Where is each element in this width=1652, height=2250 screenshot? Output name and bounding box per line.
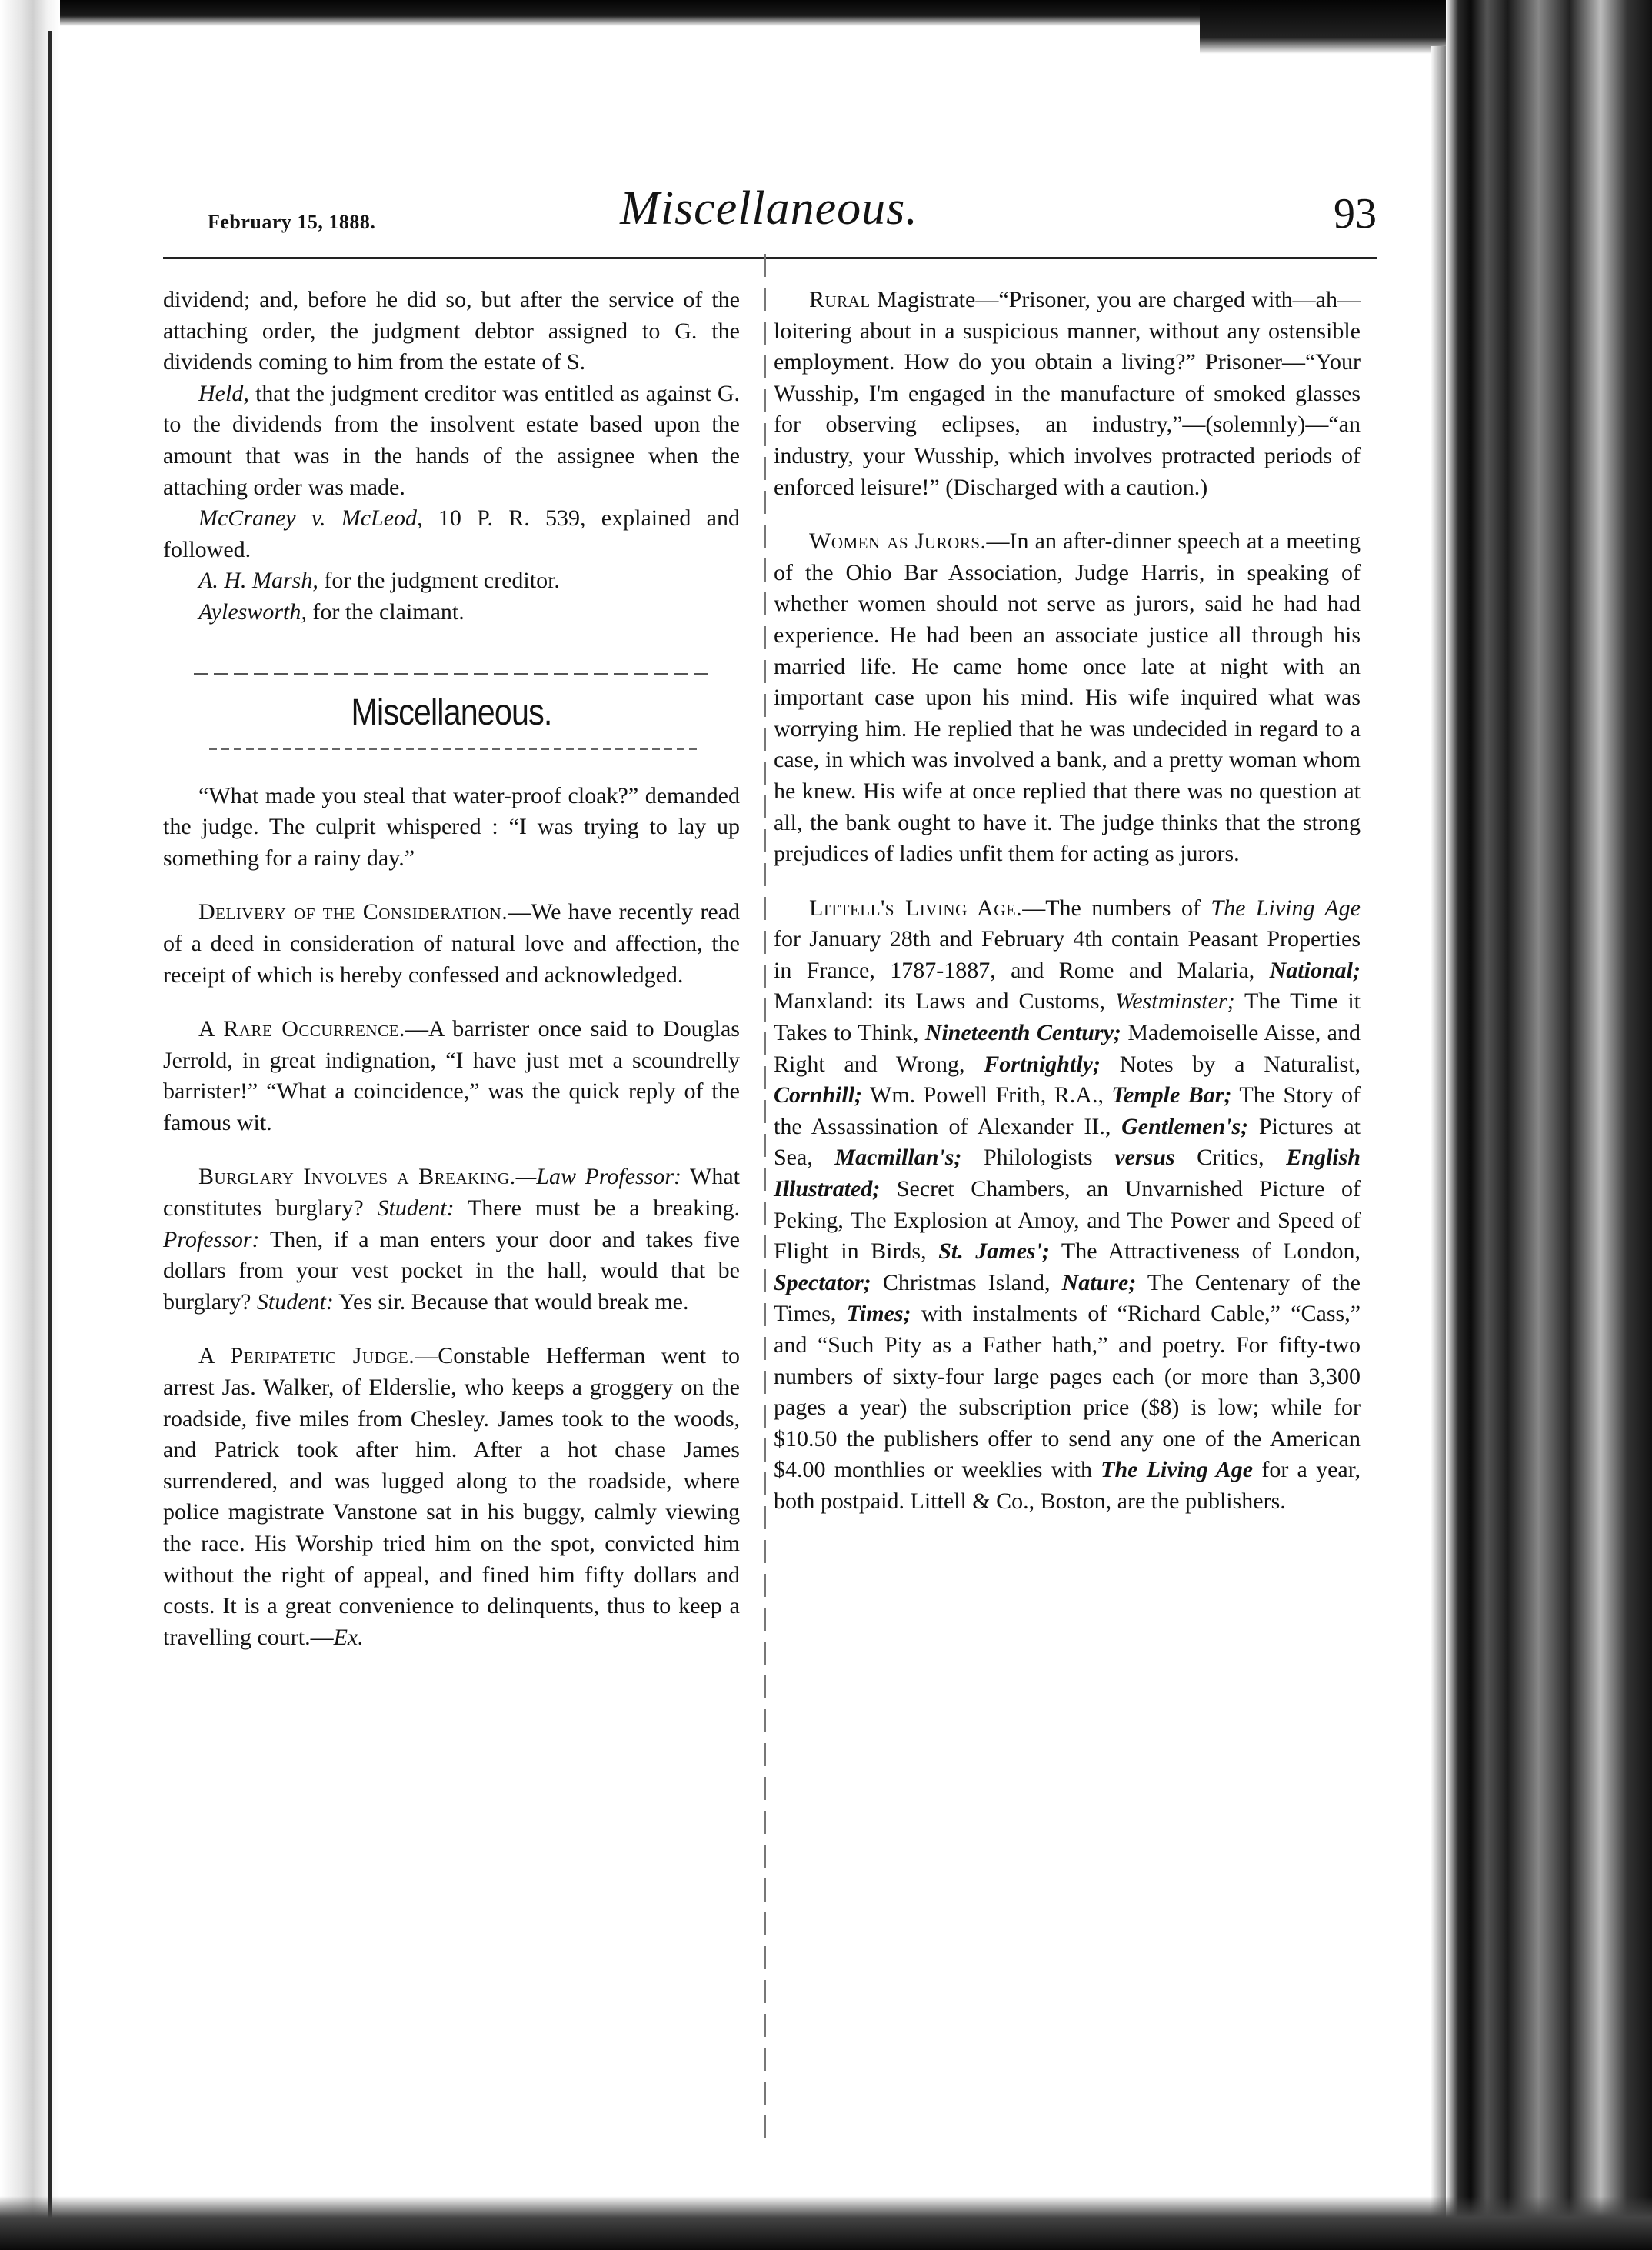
littell-westminster: Westminster; [1115,988,1235,1015]
littell-text-14: Christmas Island, [871,1269,1062,1295]
peripatetic-text: —Constable Hefferman went to arrest Jas. Walker, of Elderslie, who keeps a groggery on the roadside, five miles from Chesley. James took to the woods, and Patrick took after him. After a hot chase James surrendered, and was lugged along to the roadside, where police magistrate Vanstone sat in his buggy, calmly viewing the race. His Worship tried him on the spot, convicted him without the right of appeal, and fined him fifty dollars and costs. It is a great convenience to delinquents, thus to keep a travelling court.— [163,1343,740,1650]
littell-text-12: Secret Chambers, an Unvarnished Picture of Peking, The Explosion at Amoy, and The Power and Speed of Flight in Birds, [774,1176,1361,1265]
littell-text-1: —The numbers of [1022,895,1211,921]
peripatetic-source: Ex. [333,1624,364,1650]
littell-national: National; [1269,957,1361,983]
burglary-student2: Student: [256,1288,334,1315]
burglary-professor2: Professor: [163,1226,260,1252]
item-rural-magistrate [774,285,1361,503]
littell-text-9: Pictures at Sea, [774,1113,1361,1171]
header-rule [163,257,1377,259]
littell-text-11: Critics, [1174,1145,1287,1171]
counsel-creditor [163,565,740,597]
burglary-question2: Then, if a man enters your door and takes five dollars from your vest pocket in the hall, would that be burglary? [163,1226,740,1315]
rare-text: —A barrister once said to Douglas Jerrold, in great indignation, “I have just met a scoundrelly barrister!” “What a coincidence,” was the quick reply of the famous wit. [163,1016,740,1135]
littell-nature: Nature; [1061,1269,1137,1295]
page-title: Miscellaneous. [620,182,918,235]
littell-text-2: for January 28th and February 4th contain Peasant Properties in France, 1787-1887, and Rome and Malaria, [774,926,1361,983]
littell-spectator: Spectator; [774,1269,871,1295]
littell-heading: Littell's Living Age. [809,895,1023,921]
item-women-jurors [774,526,1361,870]
rare-heading: A Rare Occurrence. [198,1016,405,1042]
section-title: Miscellaneous. [351,692,552,733]
littell-st-james: St. James'; [938,1238,1050,1265]
right-column [774,285,1361,1518]
item-littells-living-age [774,893,1361,1518]
burglary-heading: Burglary Involves a Breaking. [198,1164,516,1190]
littell-text-5: Mademoiselle Aisse, and Right and Wrong, [774,1020,1361,1077]
issue-date: February 15, 1888. [208,211,376,233]
littell-text-4: The Time it Takes to Think, [774,988,1361,1046]
littell-living-age: The Living Age [1211,895,1361,921]
case-continuation: dividend; and, before he did so, but after the service of the attaching order, the judgment debtor assigned to G. the dividends coming to him from the estate of S. [163,287,740,375]
case-held [163,378,740,503]
littell-fortnightly: Fortnightly; [984,1051,1101,1077]
women-heading: Women as Jurors. [809,528,987,555]
left-column [163,285,740,1653]
littell-temple-bar: Temple Bar; [1111,1082,1232,1108]
littell-living-age-2: The Living Age [1101,1457,1254,1483]
counsel1-name: A. H. Marsh, [198,568,318,594]
page-number: 93 [1334,190,1377,238]
case-name: McCraney v. McLeod, [198,505,423,532]
littell-text-7: Wm. Powell Frith, R.A., [862,1082,1112,1108]
counsel2-text: for the claimant. [306,598,465,625]
littell-macmillans: Macmillan's; [834,1145,962,1171]
counsel2-name: Aylesworth, [198,598,307,625]
held-label: Held, [198,380,249,406]
littell-nineteenth: Nineteenth Century; [924,1020,1121,1046]
littell-text-15: The Centenary of the Times, [774,1269,1361,1327]
counsel1-text: for the judgment creditor. [318,568,560,594]
littell-text-8: The Story of the Assassination of Alexander II., [774,1082,1361,1139]
item-waterproof: “What made you steal that water-proof cloak?” demanded the judge. The culprit whispered : “I was trying to lay up something for a rainy day.” [163,782,740,871]
rural-heading: Rural [809,287,871,312]
littell-text-16: with instalments of “Richard Cable,” “Cass,” and “Such Pity as a Father hath,” and poetry. For fifty-two numbers of sixty-four large pages each (or more than 3,300 pages a year) the subscription price ($8) is low; while for $10.50 the publishers offer to send any one of the American $4.00 monthlies or weeklies with [774,1301,1361,1483]
littell-cornhill: Cornhill; [774,1082,863,1108]
case-citation [163,503,740,565]
littell-text-6: Notes by a Naturalist, [1100,1051,1361,1077]
littell-gentlemens: Gentlemen's; [1121,1113,1249,1139]
littell-versus: versus [1114,1145,1175,1171]
burglary-question1: What constitutes burglary? [163,1164,740,1222]
littell-times: Times; [846,1301,911,1327]
women-text: —In an after-dinner speech at a meeting of the Ohio Bar Association, Judge Harris, in speaking of whether women should not serve as jurors, said he had had experience. He had been an associate justice all through his married life. He came home once late at night with an important case upon his mind. His wife inquired what was worrying him. He replied that he was undecided in regard to a case, in which was involved a bank, and a pretty woman whom he knew. His wife at once replied that there was no question at all, the bank ought to have it. The judge thinks that the strong prejudices of ladies unfit them for acting as jurors. [774,528,1361,867]
littell-text-17: for a year, both postpaid. Littell & Co., Boston, are the publishers. [774,1457,1361,1514]
column-divider [764,254,766,2138]
littell-text-13: The Attractiveness of London, [1049,1238,1361,1265]
running-head [208,182,1377,251]
item-burglary [163,1162,740,1318]
littell-text-10: Philologists [961,1145,1115,1171]
burglary-professor: —Law Professor: [515,1164,682,1190]
section-rule-bottom [209,748,701,750]
burglary-student1: Student: [377,1195,455,1222]
item-rare-occurrence [163,1014,740,1138]
item-delivery [163,897,740,991]
delivery-text: —We have recently read of a deed in consideration of natural love and affection, the receipt of which is hereby confessed and acknowledged. [163,899,740,988]
item-peripatetic-judge [163,1341,740,1653]
rural-text: Magistrate—“Prisoner, you are charged with—ah—loitering about in a suspicious manner, without any ostensible employment. How do you obtain a living?” Prisoner—“Your Wusship, I'm engaged in the manufacture of smoked glasses for observing eclipses, an industry,”—(solemnly)—“an industry, your Wusship, which involves protracted periods of enforced leisure!” (Discharged with a caution.) [774,287,1361,500]
littell-english-illustrated: English Illustrated; [774,1145,1361,1202]
case-text: 10 P. R. 539, explained and followed. [163,505,740,562]
littell-text-3: Manxland: its Laws and Customs, [774,988,1116,1015]
burglary-answer2: Yes sir. Because that would break me. [333,1288,689,1315]
delivery-heading: Delivery of the Consideration. [198,899,508,925]
counsel-claimant [163,597,740,628]
peripatetic-heading: A Peripatetic Judge. [198,1343,415,1369]
section-rule-top [194,673,709,675]
burglary-answer1: There must be a breaking. [454,1195,740,1222]
held-text: that the judgment creditor was entitled as against G. to the dividends from the insolvent estate based upon the amount that was in the hands of the assignee when the attaching order was made. [163,380,740,500]
